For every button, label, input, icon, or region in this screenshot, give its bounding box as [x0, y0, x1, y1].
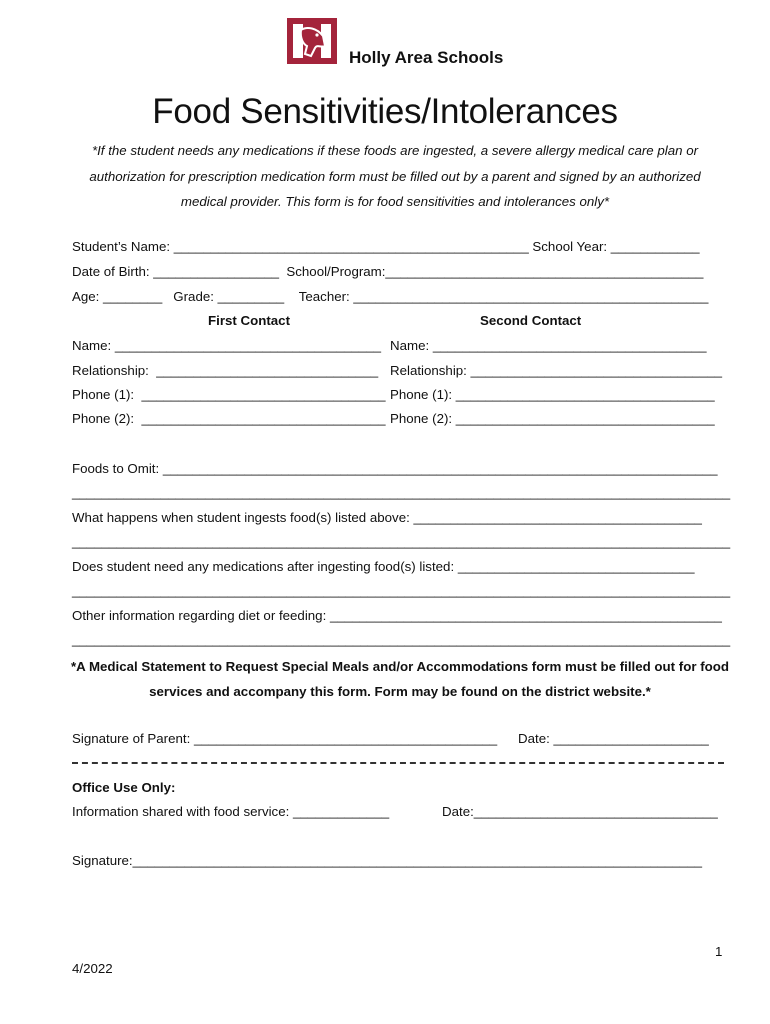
first-contact-relationship-field[interactable]: Relationship: ______________________________	[72, 363, 379, 378]
intro-note: *If the student needs any medications if these foods are ingested, a severe allergy medical care plan or authorization for prescription medication form must be filled out by a parent and signed by an authorized medical provider. This form is for food sensitivities and intolerances only*	[89, 143, 701, 209]
office-use-heading: Office Use Only:	[72, 780, 176, 795]
first-contact-phone1-field[interactable]: Phone (1): _________________________________	[72, 387, 386, 402]
medical-statement-notice: *A Medical Statement to Request Special Meals and/or Accommodations form must be filled out for food services and accompany this form. Form may be found on the district website.*	[70, 659, 730, 699]
office-signature-field[interactable]: Signature:_____________________________________________________________________________	[72, 853, 703, 868]
age-grade-teacher-field[interactable]: Age: ________ Grade: _________ Teacher: ________________________________________________	[72, 289, 709, 304]
other-info-field[interactable]: Other information regarding diet or feeding: _____________________________________________________	[72, 608, 722, 623]
student-name-field[interactable]: Student’s Name: ________________________________________________ School Year: ____________	[72, 239, 700, 254]
first-contact-heading: First Contact	[208, 313, 291, 328]
first-contact-name-field[interactable]: Name: ____________________________________	[72, 338, 382, 353]
second-contact-heading: Second Contact	[480, 313, 582, 328]
page-title: Food Sensitivities/Intolerances	[152, 92, 618, 131]
date-of-birth-field[interactable]: Date of Birth: _________________ School/Program:___________________________________________	[72, 264, 704, 279]
medications-continuation[interactable]: _________________________________________________________________________________________	[72, 583, 731, 598]
parent-date-field[interactable]: Date: _____________________	[518, 731, 709, 746]
section-divider	[72, 762, 724, 764]
school-logo	[287, 18, 337, 64]
office-date-field[interactable]: Date:_________________________________	[442, 804, 718, 819]
revision-date: 4/2022	[72, 961, 113, 976]
second-contact-phone2-field[interactable]: Phone (2): ___________________________________	[390, 411, 715, 426]
school-name: Holly Area Schools	[349, 48, 504, 67]
foods-to-omit-field[interactable]: Foods to Omit: ___________________________________________________________________________	[72, 461, 718, 476]
second-contact-phone1-field[interactable]: Phone (1): ___________________________________	[390, 387, 715, 402]
page-number: 1	[715, 944, 723, 959]
reaction-description-field[interactable]: What happens when student ingests food(s) listed above: _______________________________________	[72, 510, 702, 525]
foods-to-omit-continuation[interactable]: _________________________________________________________________________________________	[72, 485, 731, 500]
other-info-continuation[interactable]: _________________________________________________________________________________________	[72, 632, 731, 647]
second-contact-name-field[interactable]: Name: _____________________________________	[390, 338, 707, 353]
first-contact-phone2-field[interactable]: Phone (2): _________________________________	[72, 411, 386, 426]
medications-field[interactable]: Does student need any medications after ingesting food(s) listed: ________________________________	[72, 559, 695, 574]
info-shared-field[interactable]: Information shared with food service: _____________	[72, 804, 390, 819]
second-contact-relationship-field[interactable]: Relationship: __________________________________	[390, 363, 723, 378]
reaction-description-continuation[interactable]: _________________________________________________________________________________________	[72, 534, 731, 549]
parent-signature-field[interactable]: Signature of Parent: _________________________________________	[72, 731, 498, 746]
